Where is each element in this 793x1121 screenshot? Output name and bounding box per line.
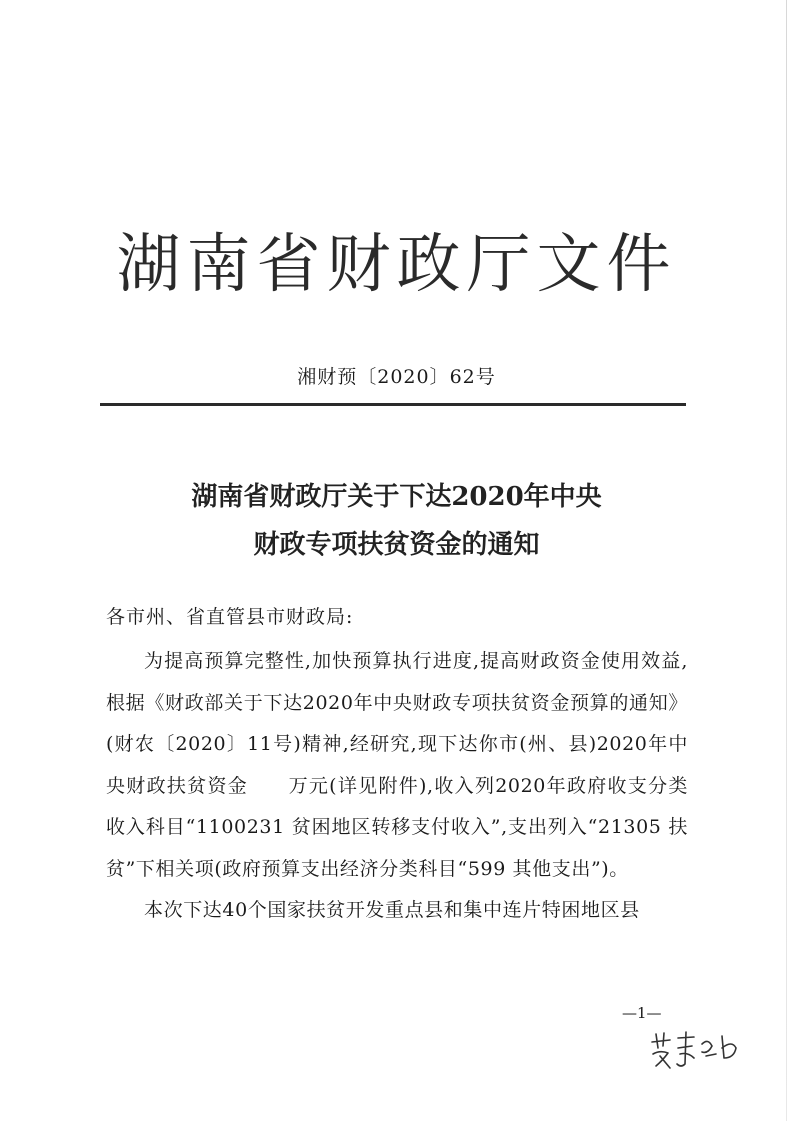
header-divider	[100, 403, 686, 406]
paragraph-2: 本次下达40个国家扶贫开发重点县和集中连片特困地区县	[144, 899, 640, 921]
title-line-1: 湖南省财政厅关于下达2020年中央	[191, 482, 602, 512]
paragraph-1: 为提高预算完整性,加快预算执行进度,提高财政资金使用效益,根据《财政部关于下达2020年中央财政专项扶贫资金预算的通知》(财农〔2020〕11号)精神,经研究,现下达你市(州、县)2020年中央财政扶贫资金 万元(详见附件),收入列2020年政府收支分类收入科目“1100231 贫困地区转移支付收入”,支出列入“21305 扶贫”下相关项(政府预算支出经济分类科目“599 其他支出”)。	[106, 650, 688, 880]
document-number: 湘财预〔2020〕62号	[297, 366, 496, 388]
handwritten-signature	[648, 1024, 748, 1074]
issuing-authority-header: 湖南省财政厅文件	[116, 228, 677, 302]
page-number: —1—	[622, 1004, 662, 1022]
title-line-2: 财政专项扶贫资金的通知	[253, 530, 540, 560]
document-title	[0, 473, 793, 569]
addressee: 各市州、省直管县市财政局:	[106, 606, 354, 628]
body-text	[106, 641, 688, 932]
